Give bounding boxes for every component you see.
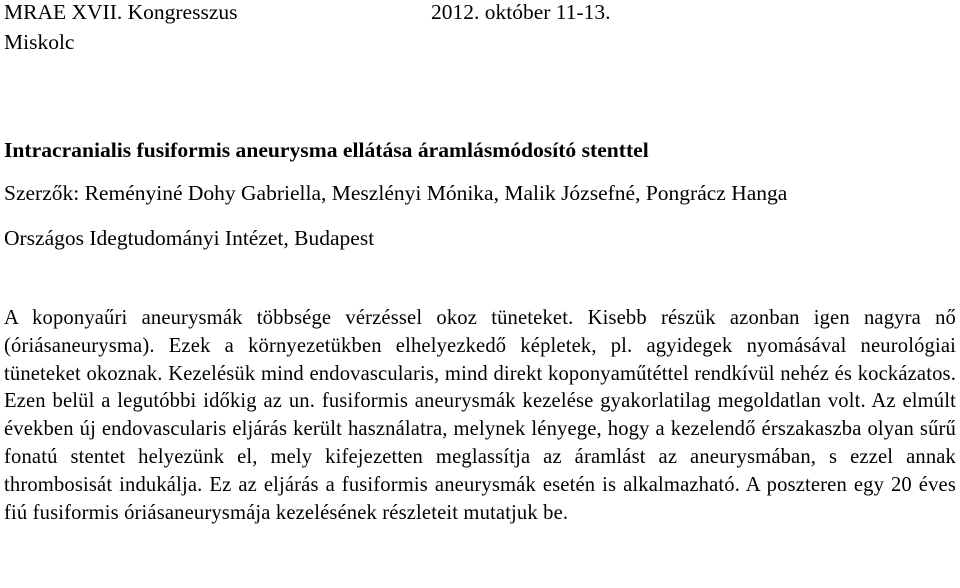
congress-name: MRAE XVII. Kongresszus	[4, 0, 238, 24]
congress-date: 2012. október 11-13.	[431, 0, 611, 24]
congress-city: Miskolc	[4, 30, 75, 54]
authors-line: Szerzők: Reményiné Dohy Gabriella, Meszlényi Mónika, Malik Józsefné, Pongrácz Hanga	[4, 181, 788, 205]
abstract-paragraph: A koponyaűri aneurysmák többsége vérzéssel okoz tüneteket. Kisebb részük azonban igen nagyra nő (óriásaneurysma). Ezek a környezetükben elhelyezkedő képletek, pl. agyidegek nyomásával neurológiai tüneteket okoznak. Kezelésük mind endovascularis, mind direkt koponyaműtéttel rendkívül nehéz és kockázatos. Ezen belül a legutóbbi időkig az un. fusiformis aneurysmák kezelése gyakorlatilag megoldatlan volt. Az elmúlt években új endovascularis eljárás került használatra, melynek lényege, hogy a kezelendő érszakaszba olyan sűrű fonatú stentet helyezünk el, mely kifejezetten meglassítja az áramlást az aneurysmában, s ezzel annak thrombosisát indukálja. Ez az eljárás a fusiformis aneurysmák esetén is alkalmazható. A poszteren egy 20 éves fiú fusiformis óriásaneurysmája kezelésének részleteit mutatjuk be.	[4, 307, 956, 524]
institute-line: Országos Idegtudományi Intézet, Budapest	[4, 226, 375, 250]
page-title: Intracranialis fusiformis aneurysma ellátása áramlásmódosító stenttel	[4, 138, 649, 162]
